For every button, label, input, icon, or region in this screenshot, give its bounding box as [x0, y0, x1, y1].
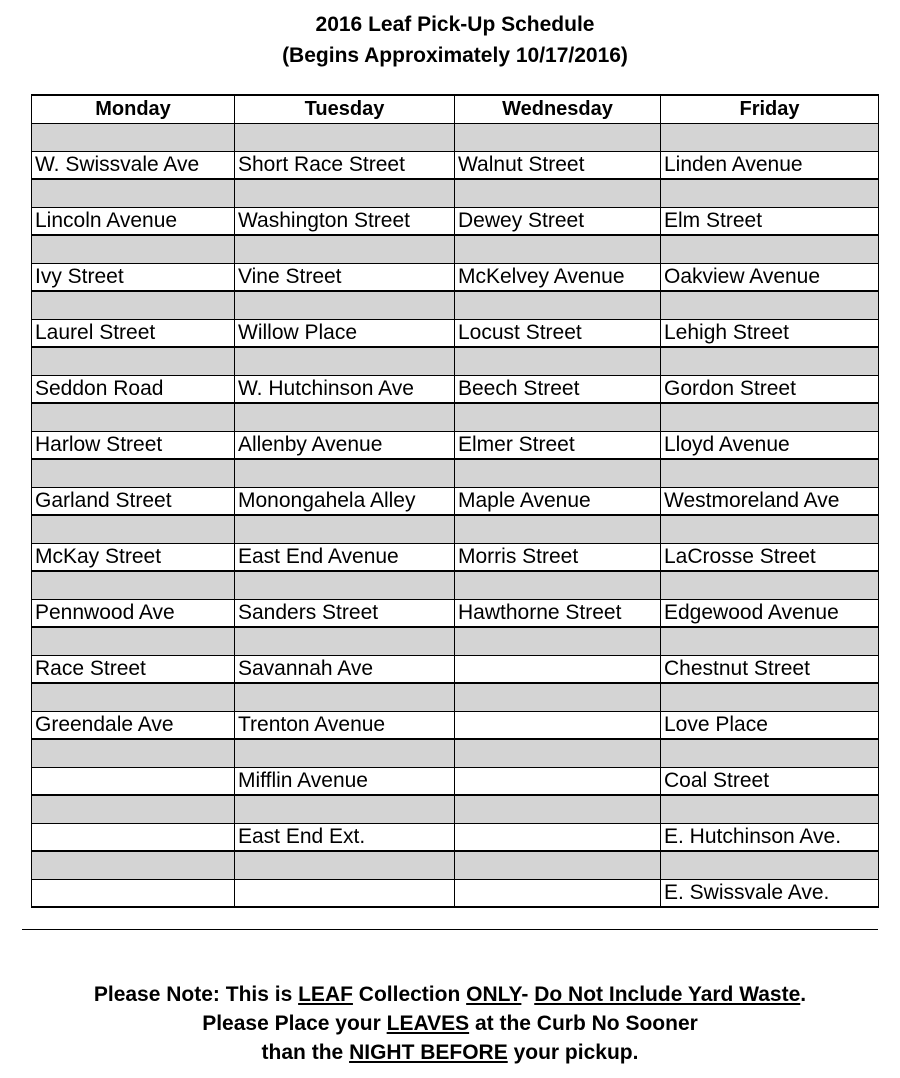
street-cell-friday: Edgewood Avenue [661, 600, 879, 628]
spacer-row [32, 235, 879, 264]
spacer-cell [661, 683, 879, 712]
spacer-cell [661, 515, 879, 544]
spacer-cell [455, 571, 661, 600]
street-cell-wednesday: Elmer Street [455, 432, 661, 460]
street-cell-friday: Coal Street [661, 768, 879, 796]
spacer-cell [235, 683, 455, 712]
street-cell-friday: E. Hutchinson Ave. [661, 824, 879, 852]
street-cell-monday: Lincoln Avenue [32, 208, 235, 236]
spacer-cell [32, 683, 235, 712]
street-cell-friday: E. Swissvale Ave. [661, 880, 879, 908]
street-cell-wednesday: Beech Street [455, 376, 661, 404]
street-cell-tuesday [235, 880, 455, 908]
spacer-cell [455, 795, 661, 824]
spacer-cell [235, 179, 455, 208]
street-cell-wednesday: Maple Avenue [455, 488, 661, 516]
spacer-row [32, 179, 879, 208]
street-cell-tuesday: Washington Street [235, 208, 455, 236]
spacer-cell [235, 571, 455, 600]
note-text: Collection [358, 983, 461, 1006]
street-cell-wednesday: Locust Street [455, 320, 661, 348]
spacer-cell [235, 515, 455, 544]
spacer-cell [661, 851, 879, 880]
table-row [32, 712, 879, 740]
street-cell-monday: Pennwood Ave [32, 600, 235, 628]
spacer-row [32, 347, 879, 376]
spacer-cell [661, 291, 879, 320]
schedule-table [31, 94, 879, 908]
note-line-1 [0, 980, 900, 1009]
street-cell-monday: Garland Street [32, 488, 235, 516]
table-row [32, 544, 879, 572]
street-cell-friday: Gordon Street [661, 376, 879, 404]
note-line-3 [0, 1038, 900, 1067]
table-row [32, 376, 879, 404]
note-text: at the Curb No Sooner [474, 1012, 698, 1035]
spacer-cell [455, 291, 661, 320]
street-cell-tuesday: Mifflin Avenue [235, 768, 455, 796]
spacer-cell [455, 403, 661, 432]
spacer-cell [455, 851, 661, 880]
street-cell-friday: Lehigh Street [661, 320, 879, 348]
table-row [32, 152, 879, 180]
spacer-cell [235, 627, 455, 656]
spacer-cell [455, 235, 661, 264]
column-header-monday: Monday [32, 95, 235, 124]
street-cell-tuesday: Short Race Street [235, 152, 455, 180]
header-row [32, 95, 879, 124]
table-row [32, 768, 879, 796]
street-cell-tuesday: Savannah Ave [235, 656, 455, 684]
table-row [32, 656, 879, 684]
note-line-2 [0, 1009, 900, 1038]
column-header-tuesday: Tuesday [235, 95, 455, 124]
divider [22, 929, 878, 930]
spacer-cell [32, 291, 235, 320]
column-header-wednesday: Wednesday [455, 95, 661, 124]
table-row [32, 208, 879, 236]
street-cell-monday: Greendale Ave [32, 712, 235, 740]
spacer-cell [32, 515, 235, 544]
spacer-cell [661, 739, 879, 768]
street-cell-tuesday: W. Hutchinson Ave [235, 376, 455, 404]
spacer-cell [32, 571, 235, 600]
note-emphasis-only: ONLY [466, 983, 522, 1006]
page-title: 2016 Leaf Pick-Up Schedule [315, 13, 595, 36]
street-cell-wednesday [455, 712, 661, 740]
spacer-cell [235, 235, 455, 264]
spacer-cell [32, 347, 235, 376]
spacer-cell [32, 403, 235, 432]
street-cell-monday: Harlow Street [32, 432, 235, 460]
spacer-row [32, 683, 879, 712]
spacer-row [32, 291, 879, 320]
spacer-cell [32, 795, 235, 824]
street-cell-wednesday: McKelvey Avenue [455, 264, 661, 292]
street-cell-wednesday [455, 768, 661, 796]
table-row [32, 824, 879, 852]
spacer-cell [455, 179, 661, 208]
street-cell-friday: Chestnut Street [661, 656, 879, 684]
page-subtitle: (Begins Approximately 10/17/2016) [282, 44, 628, 67]
street-cell-monday: Laurel Street [32, 320, 235, 348]
spacer-cell [661, 571, 879, 600]
street-cell-tuesday: Allenby Avenue [235, 432, 455, 460]
street-cell-monday: W. Swissvale Ave [32, 152, 235, 180]
street-cell-wednesday [455, 656, 661, 684]
note-text: - [521, 983, 529, 1006]
street-cell-tuesday: Willow Place [235, 320, 455, 348]
street-cell-monday [32, 880, 235, 908]
street-cell-friday: Love Place [661, 712, 879, 740]
spacer-row [32, 739, 879, 768]
table-row [32, 600, 879, 628]
spacer-cell [32, 627, 235, 656]
street-cell-wednesday: Walnut Street [455, 152, 661, 180]
spacer-cell [455, 459, 661, 488]
schedule-body [32, 124, 879, 908]
street-cell-friday: Elm Street [661, 208, 879, 236]
spacer-cell [235, 739, 455, 768]
street-cell-friday: Oakview Avenue [661, 264, 879, 292]
note-emphasis-no-yard-waste: Do Not Include Yard Waste [534, 983, 801, 1006]
note-text: Please Place your [202, 1012, 381, 1035]
spacer-cell [661, 627, 879, 656]
street-cell-wednesday [455, 824, 661, 852]
spacer-cell [235, 291, 455, 320]
street-cell-friday: LaCrosse Street [661, 544, 879, 572]
spacer-cell [235, 347, 455, 376]
table-row [32, 880, 879, 908]
note-text: Please Note: This is [93, 983, 293, 1006]
column-header-friday: Friday [661, 95, 879, 124]
street-cell-tuesday: East End Avenue [235, 544, 455, 572]
spacer-cell [455, 347, 661, 376]
spacer-cell [32, 235, 235, 264]
street-cell-monday [32, 768, 235, 796]
spacer-cell [455, 739, 661, 768]
note-text: than the [261, 1041, 344, 1064]
street-cell-wednesday: Hawthorne Street [455, 600, 661, 628]
street-cell-monday: Race Street [32, 656, 235, 684]
spacer-row [32, 627, 879, 656]
table-row [32, 264, 879, 292]
spacer-row [32, 515, 879, 544]
table-row [32, 488, 879, 516]
spacer-cell [661, 403, 879, 432]
spacer-cell [455, 515, 661, 544]
street-cell-tuesday: Sanders Street [235, 600, 455, 628]
spacer-cell [455, 683, 661, 712]
note-emphasis-night-before: NIGHT BEFORE [349, 1041, 508, 1064]
spacer-row [32, 851, 879, 880]
street-cell-monday: Seddon Road [32, 376, 235, 404]
spacer-cell [32, 851, 235, 880]
spacer-cell [235, 795, 455, 824]
spacer-cell [235, 403, 455, 432]
note-text: . [800, 983, 807, 1006]
spacer-cell [32, 124, 235, 152]
spacer-cell [235, 459, 455, 488]
spacer-cell [32, 739, 235, 768]
street-cell-wednesday [455, 880, 661, 908]
street-cell-tuesday: Monongahela Alley [235, 488, 455, 516]
street-cell-friday: Linden Avenue [661, 152, 879, 180]
street-cell-friday: Westmoreland Ave [661, 488, 879, 516]
street-cell-monday: Ivy Street [32, 264, 235, 292]
street-cell-friday: Lloyd Avenue [661, 432, 879, 460]
street-cell-wednesday: Morris Street [455, 544, 661, 572]
spacer-cell [455, 627, 661, 656]
spacer-cell [661, 124, 879, 152]
spacer-cell [661, 179, 879, 208]
street-cell-wednesday: Dewey Street [455, 208, 661, 236]
spacer-cell [32, 459, 235, 488]
note-text: your pickup. [513, 1041, 639, 1064]
spacer-row [32, 795, 879, 824]
street-cell-monday [32, 824, 235, 852]
spacer-row [32, 571, 879, 600]
spacer-cell [32, 179, 235, 208]
spacer-cell [235, 851, 455, 880]
spacer-cell [661, 795, 879, 824]
table-row [32, 432, 879, 460]
spacer-cell [661, 347, 879, 376]
spacer-cell [455, 124, 661, 152]
street-cell-tuesday: Trenton Avenue [235, 712, 455, 740]
spacer-cell [661, 459, 879, 488]
table-row [32, 320, 879, 348]
spacer-cell [235, 124, 455, 152]
street-cell-monday: McKay Street [32, 544, 235, 572]
spacer-row [32, 459, 879, 488]
note-emphasis-leaf: LEAF [298, 983, 353, 1006]
note-emphasis-leaves: LEAVES [386, 1012, 470, 1035]
spacer-row [32, 403, 879, 432]
street-cell-tuesday: East End Ext. [235, 824, 455, 852]
spacer-row [32, 124, 879, 152]
spacer-cell [661, 235, 879, 264]
street-cell-tuesday: Vine Street [235, 264, 455, 292]
